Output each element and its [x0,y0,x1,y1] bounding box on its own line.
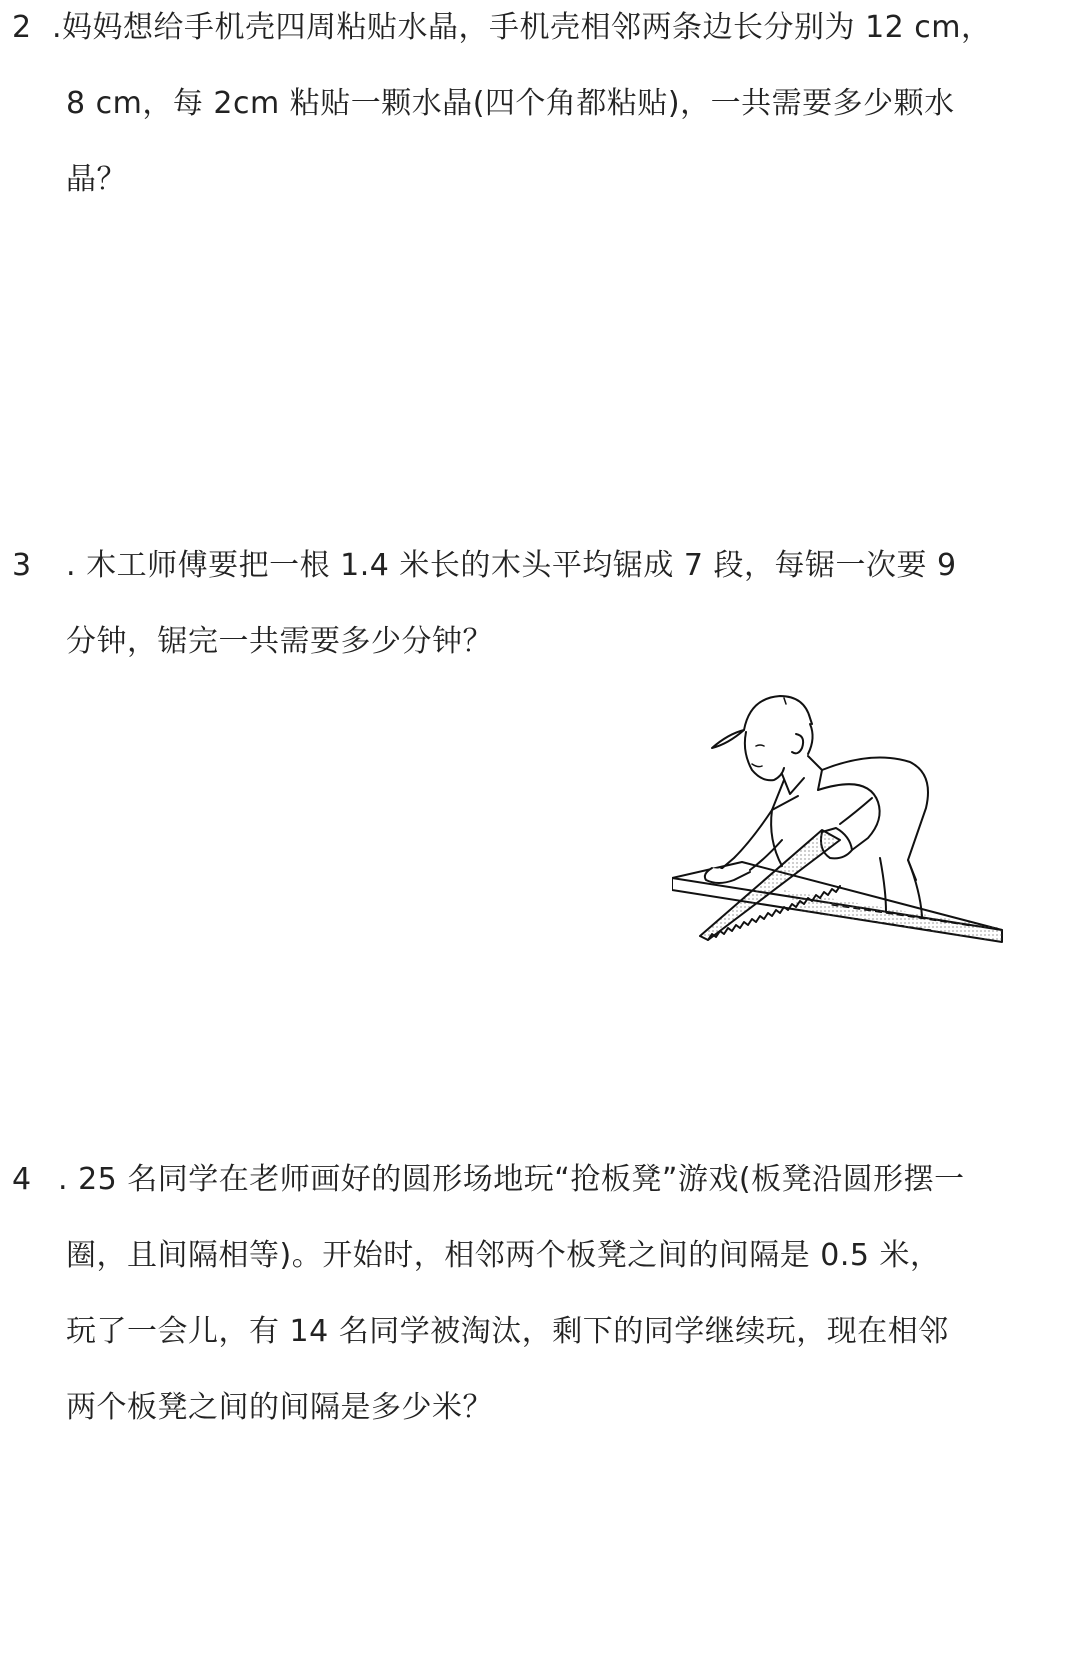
problem-text-line: .妈妈想给手机壳四周粘贴水晶，手机壳相邻两条边长分别为 12 cm， [52,10,992,45]
problem-text-line: 分钟，锯完一共需要多少分钟？ [66,624,493,659]
carpenter-sawing-wood-icon [672,690,1032,980]
problem-text-line: 两个板凳之间的间隔是多少米？ [66,1390,493,1425]
problem-text-line: . 木工师傅要把一根 1.4 米长的木头平均锯成 7 段，每锯一次要 9 [66,548,957,583]
problem-text-line: 圈，且间隔相等)。开始时，相邻两个板凳之间的间隔是 0.5 米， [66,1238,941,1273]
problem-number: 3 [12,548,32,583]
problem-text-line: 晶？ [66,162,127,197]
problem-text-line: . 25 名同学在老师画好的圆形场地玩“抢板凳”游戏(板凳沿圆形摆一 [58,1162,965,1197]
problem-text-line: 玩了一会儿，有 14 名同学被淘汰，剩下的同学继续玩，现在相邻 [66,1314,949,1349]
problem-number: 4 [12,1162,32,1197]
problem-number: 2 [12,10,32,45]
problem-text-line: 8 cm，每 2cm 粘贴一颗水晶(四个角都粘贴)，一共需要多少颗水 [66,86,955,121]
